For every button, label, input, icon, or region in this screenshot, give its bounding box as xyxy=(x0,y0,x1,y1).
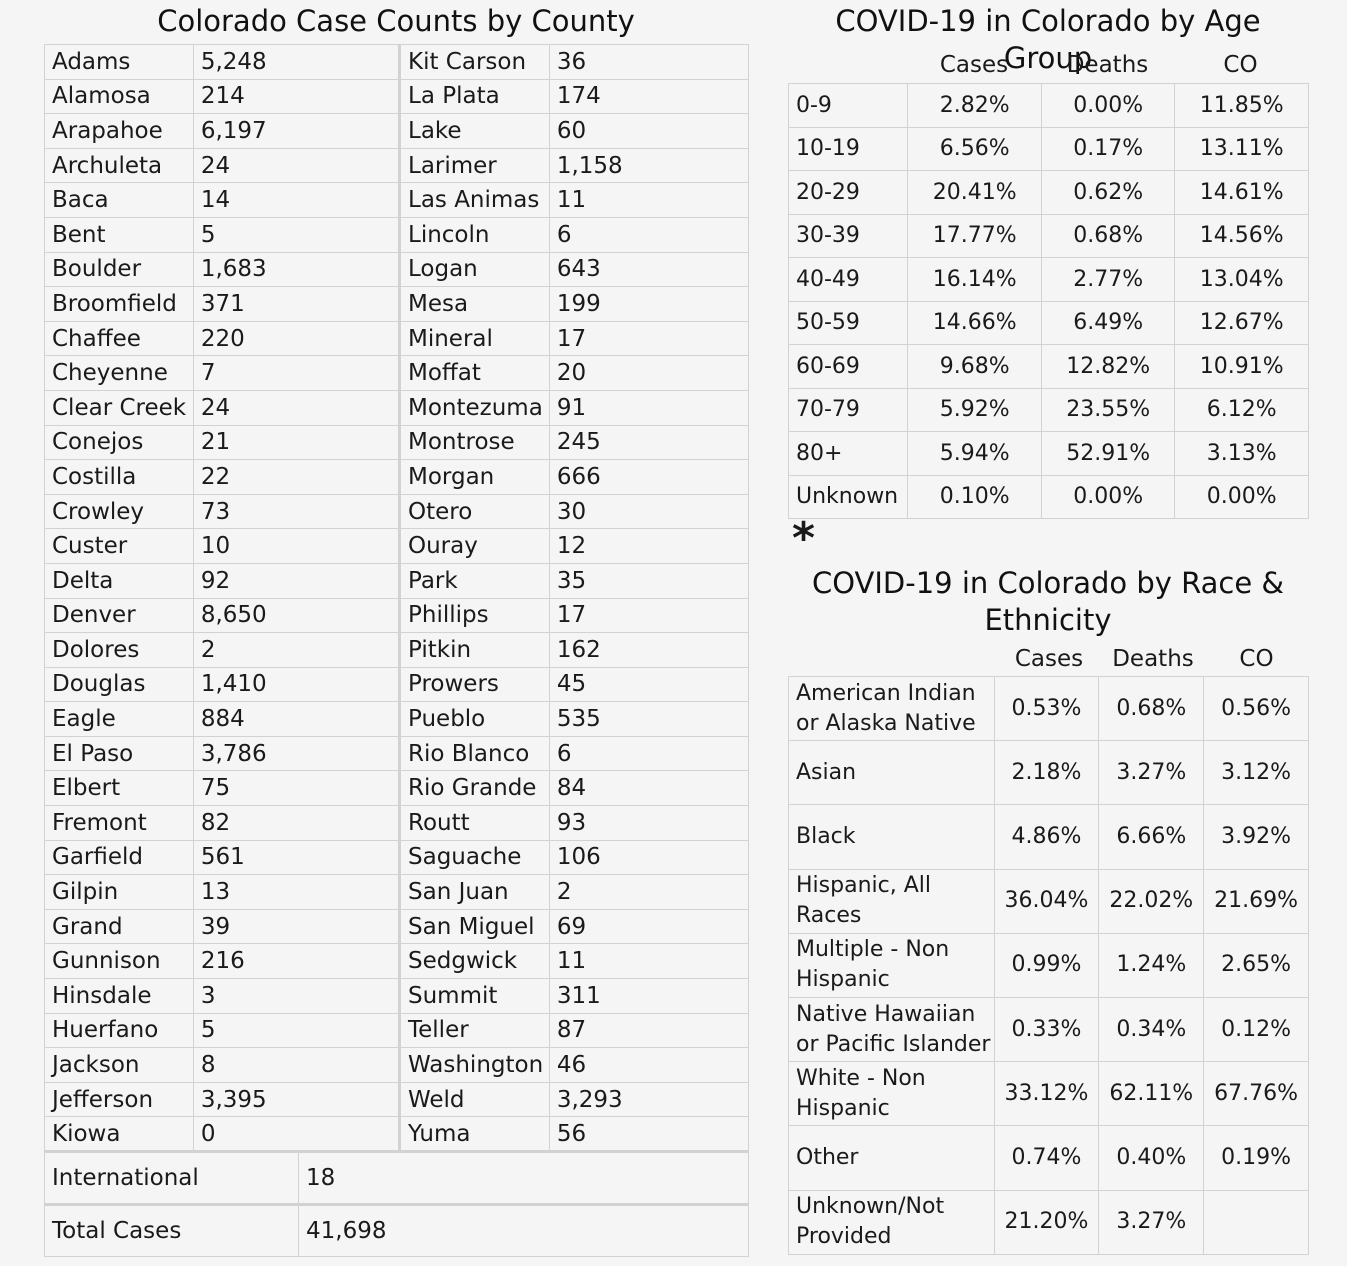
age-percent-cell: 12.82% xyxy=(1041,345,1175,389)
county-name: Boulder xyxy=(45,252,194,287)
age-group-label: 80+ xyxy=(789,432,908,476)
county-count: 884 xyxy=(193,702,399,737)
age-table-title: COVID-19 in Colorado by Age Group xyxy=(835,4,1261,75)
county-summary-table xyxy=(44,1150,749,1257)
county-name: Jefferson xyxy=(45,1082,194,1117)
table-row xyxy=(789,171,1309,215)
asterisk-note: * xyxy=(792,513,816,564)
county-count: 0 xyxy=(193,1117,399,1152)
race-percent-cell: 22.02% xyxy=(1099,869,1204,933)
age-group-label: 70-79 xyxy=(789,388,908,432)
county-count: 6 xyxy=(549,736,748,771)
table-row xyxy=(45,598,749,633)
county-count: 92 xyxy=(193,563,399,598)
county-count: 17 xyxy=(549,321,748,356)
county-name: Kit Carson xyxy=(400,45,550,80)
county-count: 3 xyxy=(193,979,399,1014)
race-table-header xyxy=(788,646,1308,676)
county-count: 46 xyxy=(549,1048,748,1083)
county-count: 106 xyxy=(549,840,748,875)
table-row xyxy=(45,321,749,356)
county-name: Ouray xyxy=(400,529,550,564)
table-row xyxy=(45,840,749,875)
age-percent-cell: 13.04% xyxy=(1175,258,1309,302)
county-name: Jackson xyxy=(45,1048,194,1083)
race-percent-cell: 62.11% xyxy=(1099,1062,1204,1126)
county-name: Sedgwick xyxy=(400,944,550,979)
table-row xyxy=(789,345,1309,389)
summary-row xyxy=(45,1152,749,1205)
race-percent-cell: 6.66% xyxy=(1099,805,1204,869)
county-count: 84 xyxy=(549,771,748,806)
table-row xyxy=(789,1062,1309,1126)
age-header-co: CO xyxy=(1223,52,1258,78)
county-count: 30 xyxy=(549,494,748,529)
table-row xyxy=(45,390,749,425)
race-percent-cell xyxy=(1204,1190,1309,1254)
county-count: 24 xyxy=(193,148,399,183)
summary-label: International xyxy=(45,1152,299,1205)
race-group-label: Unknown/Not Provided xyxy=(789,1190,995,1254)
county-count: 371 xyxy=(193,287,399,322)
table-row xyxy=(789,127,1309,171)
county-name: Grand xyxy=(45,909,194,944)
table-row xyxy=(45,944,749,979)
county-count: 75 xyxy=(193,771,399,806)
county-name: Gilpin xyxy=(45,875,194,910)
race-percent-cell: 0.34% xyxy=(1099,997,1204,1061)
race-percent-cell: 3.92% xyxy=(1204,805,1309,869)
county-count: 1,683 xyxy=(193,252,399,287)
race-percent-cell: 33.12% xyxy=(994,1062,1099,1126)
age-group-label: 30-39 xyxy=(789,214,908,258)
county-count: 216 xyxy=(193,944,399,979)
county-name: Montrose xyxy=(400,425,550,460)
race-header-co: CO xyxy=(1239,646,1274,672)
county-name: Washington xyxy=(400,1048,550,1083)
race-percent-cell: 0.68% xyxy=(1099,677,1204,741)
county-name: Weld xyxy=(400,1082,550,1117)
county-name: Delta xyxy=(45,563,194,598)
county-count: 2 xyxy=(549,875,748,910)
age-percent-cell: 3.13% xyxy=(1175,432,1309,476)
age-group-label: 40-49 xyxy=(789,258,908,302)
county-name: Cheyenne xyxy=(45,356,194,391)
county-count: 214 xyxy=(193,79,399,114)
race-group-label: Hispanic, All Races xyxy=(789,869,995,933)
county-name: Lincoln xyxy=(400,217,550,252)
county-name: Routt xyxy=(400,806,550,841)
age-percent-cell: 13.11% xyxy=(1175,127,1309,171)
summary-value: 18 xyxy=(299,1152,749,1205)
county-name: Fremont xyxy=(45,806,194,841)
county-count: 36 xyxy=(549,45,748,80)
county-count: 1,410 xyxy=(193,667,399,702)
age-percent-cell: 14.66% xyxy=(908,301,1042,345)
county-count: 22 xyxy=(193,460,399,495)
age-percent-cell: 9.68% xyxy=(908,345,1042,389)
age-percent-cell: 2.82% xyxy=(908,84,1042,128)
county-name: Adams xyxy=(45,45,194,80)
age-group-label: 50-59 xyxy=(789,301,908,345)
county-name: Elbert xyxy=(45,771,194,806)
county-name: Eagle xyxy=(45,702,194,737)
age-header-cases: Cases xyxy=(939,52,1009,78)
county-count: 5 xyxy=(193,1013,399,1048)
county-name: Conejos xyxy=(45,425,194,460)
table-row xyxy=(45,806,749,841)
race-percent-cell: 1.24% xyxy=(1099,933,1204,997)
county-name: Chaffee xyxy=(45,321,194,356)
race-header-cases: Cases xyxy=(1014,646,1084,672)
county-name: La Plata xyxy=(400,79,550,114)
table-row xyxy=(789,214,1309,258)
age-percent-cell: 0.68% xyxy=(1041,214,1175,258)
race-percent-cell: 0.12% xyxy=(1204,997,1309,1061)
county-name: Logan xyxy=(400,252,550,287)
table-row xyxy=(45,771,749,806)
county-count: 39 xyxy=(193,909,399,944)
race-percent-cell: 0.99% xyxy=(994,933,1099,997)
county-count: 69 xyxy=(549,909,748,944)
table-row xyxy=(789,301,1309,345)
county-table-title: Colorado Case Counts by County xyxy=(157,4,635,38)
county-name: Kiowa xyxy=(45,1117,194,1152)
race-table-title: COVID-19 in Colorado by Race & Ethnicity xyxy=(811,566,1285,637)
county-name: Teller xyxy=(400,1013,550,1048)
county-name: Archuleta xyxy=(45,148,194,183)
age-percent-cell: 6.49% xyxy=(1041,301,1175,345)
table-row xyxy=(45,1048,749,1083)
county-name: Otero xyxy=(400,494,550,529)
race-group-label: Asian xyxy=(789,741,995,805)
race-percent-cell: 67.76% xyxy=(1204,1062,1309,1126)
county-count: 245 xyxy=(549,425,748,460)
race-group-label: Native Hawaiian or Pacific Islander xyxy=(789,997,995,1061)
table-row xyxy=(789,933,1309,997)
county-name: Mesa xyxy=(400,287,550,322)
county-count: 45 xyxy=(549,667,748,702)
table-row xyxy=(789,805,1309,869)
county-name: Phillips xyxy=(400,598,550,633)
age-percent-cell: 11.85% xyxy=(1175,84,1309,128)
table-row xyxy=(45,287,749,322)
county-name: Clear Creek xyxy=(45,390,194,425)
county-name: Pitkin xyxy=(400,633,550,668)
county-count: 7 xyxy=(193,356,399,391)
race-group-label: American Indian or Alaska Native xyxy=(789,677,995,741)
county-count: 21 xyxy=(193,425,399,460)
age-table-header xyxy=(788,52,1308,82)
race-group-label: Other xyxy=(789,1126,995,1190)
table-row xyxy=(45,1117,749,1152)
table-row xyxy=(789,475,1309,519)
age-percent-cell: 0.00% xyxy=(1041,475,1175,519)
age-group-table xyxy=(788,83,1309,519)
county-count: 561 xyxy=(193,840,399,875)
race-group-label: White - Non Hispanic xyxy=(789,1062,995,1126)
table-row xyxy=(789,432,1309,476)
county-name: Bent xyxy=(45,217,194,252)
age-group-label: 20-29 xyxy=(789,171,908,215)
county-count: 11 xyxy=(549,944,748,979)
county-count: 73 xyxy=(193,494,399,529)
table-row xyxy=(789,997,1309,1061)
table-row xyxy=(45,79,749,114)
age-percent-cell: 52.91% xyxy=(1041,432,1175,476)
race-group-label: Black xyxy=(789,805,995,869)
county-name: Alamosa xyxy=(45,79,194,114)
table-row xyxy=(45,979,749,1014)
county-name: Lake xyxy=(400,114,550,149)
age-percent-cell: 20.41% xyxy=(908,171,1042,215)
county-count: 8,650 xyxy=(193,598,399,633)
county-name: Douglas xyxy=(45,667,194,702)
age-group-label: 10-19 xyxy=(789,127,908,171)
age-percent-cell: 5.92% xyxy=(908,388,1042,432)
race-percent-cell: 0.53% xyxy=(994,677,1099,741)
race-ethnicity-table xyxy=(788,676,1309,1255)
race-percent-cell: 3.27% xyxy=(1099,1190,1204,1254)
race-percent-cell: 36.04% xyxy=(994,869,1099,933)
race-percent-cell: 2.18% xyxy=(994,741,1099,805)
table-row xyxy=(45,460,749,495)
county-name: Custer xyxy=(45,529,194,564)
county-count: 1,158 xyxy=(549,148,748,183)
age-percent-cell: 14.56% xyxy=(1175,214,1309,258)
age-percent-cell: 12.67% xyxy=(1175,301,1309,345)
county-name: Hinsdale xyxy=(45,979,194,1014)
table-row xyxy=(789,677,1309,741)
race-percent-cell: 21.20% xyxy=(994,1190,1099,1254)
table-row xyxy=(45,252,749,287)
county-count: 220 xyxy=(193,321,399,356)
county-count: 35 xyxy=(549,563,748,598)
county-count: 13 xyxy=(193,875,399,910)
table-row xyxy=(45,633,749,668)
county-count: 91 xyxy=(549,390,748,425)
county-name: Mineral xyxy=(400,321,550,356)
county-count: 5,248 xyxy=(193,45,399,80)
county-count: 20 xyxy=(549,356,748,391)
age-percent-cell: 14.61% xyxy=(1175,171,1309,215)
table-row xyxy=(789,1190,1309,1254)
county-name: Park xyxy=(400,563,550,598)
summary-value: 41,698 xyxy=(299,1205,749,1257)
age-percent-cell: 16.14% xyxy=(908,258,1042,302)
summary-label: Total Cases xyxy=(45,1205,299,1257)
county-count: 162 xyxy=(549,633,748,668)
age-percent-cell: 0.00% xyxy=(1041,84,1175,128)
table-row xyxy=(45,909,749,944)
table-row xyxy=(45,183,749,218)
county-name: El Paso xyxy=(45,736,194,771)
county-count: 10 xyxy=(193,529,399,564)
county-count: 6 xyxy=(549,217,748,252)
race-header-deaths: Deaths xyxy=(1112,646,1194,672)
table-row xyxy=(45,736,749,771)
county-count: 17 xyxy=(549,598,748,633)
county-name: Las Animas xyxy=(400,183,550,218)
race-percent-cell: 4.86% xyxy=(994,805,1099,869)
table-row xyxy=(789,741,1309,805)
age-percent-cell: 6.12% xyxy=(1175,388,1309,432)
age-header-deaths: Deaths xyxy=(1066,52,1149,78)
county-count: 93 xyxy=(549,806,748,841)
table-row xyxy=(45,45,749,80)
county-count: 11 xyxy=(549,183,748,218)
county-name: Arapahoe xyxy=(45,114,194,149)
county-name: Gunnison xyxy=(45,944,194,979)
county-name: San Miguel xyxy=(400,909,550,944)
summary-row xyxy=(45,1205,749,1257)
race-percent-cell: 3.12% xyxy=(1204,741,1309,805)
table-row xyxy=(789,258,1309,302)
county-name: Huerfano xyxy=(45,1013,194,1048)
county-count: 14 xyxy=(193,183,399,218)
table-row xyxy=(45,563,749,598)
race-percent-cell: 0.33% xyxy=(994,997,1099,1061)
county-count: 24 xyxy=(193,390,399,425)
age-percent-cell: 0.00% xyxy=(1175,475,1309,519)
county-name: Morgan xyxy=(400,460,550,495)
county-count: 3,786 xyxy=(193,736,399,771)
county-count: 311 xyxy=(549,979,748,1014)
county-count: 535 xyxy=(549,702,748,737)
county-name: Saguache xyxy=(400,840,550,875)
county-name: Montezuma xyxy=(400,390,550,425)
county-name: Rio Blanco xyxy=(400,736,550,771)
race-percent-cell: 0.74% xyxy=(994,1126,1099,1190)
age-percent-cell: 0.62% xyxy=(1041,171,1175,215)
table-row xyxy=(45,1013,749,1048)
county-count: 87 xyxy=(549,1013,748,1048)
county-count: 2 xyxy=(193,633,399,668)
age-percent-cell: 0.10% xyxy=(908,475,1042,519)
county-count: 666 xyxy=(549,460,748,495)
table-row xyxy=(789,1126,1309,1190)
county-count: 56 xyxy=(549,1117,748,1152)
county-name: Prowers xyxy=(400,667,550,702)
age-percent-cell: 6.56% xyxy=(908,127,1042,171)
table-row xyxy=(45,529,749,564)
county-name: San Juan xyxy=(400,875,550,910)
county-name: Summit xyxy=(400,979,550,1014)
county-name: Broomfield xyxy=(45,287,194,322)
county-name: Larimer xyxy=(400,148,550,183)
age-group-label: 60-69 xyxy=(789,345,908,389)
county-name: Pueblo xyxy=(400,702,550,737)
county-name: Denver xyxy=(45,598,194,633)
table-row xyxy=(45,217,749,252)
race-percent-cell: 3.27% xyxy=(1099,741,1204,805)
age-percent-cell: 17.77% xyxy=(908,214,1042,258)
age-percent-cell: 10.91% xyxy=(1175,345,1309,389)
county-name: Rio Grande xyxy=(400,771,550,806)
county-cases-table xyxy=(44,44,749,1152)
table-row xyxy=(45,1082,749,1117)
county-name: Garfield xyxy=(45,840,194,875)
county-count: 199 xyxy=(549,287,748,322)
race-group-label: Multiple - Non Hispanic xyxy=(789,933,995,997)
table-row xyxy=(45,114,749,149)
table-row xyxy=(789,84,1309,128)
age-percent-cell: 2.77% xyxy=(1041,258,1175,302)
table-row xyxy=(45,356,749,391)
age-group-label: 0-9 xyxy=(789,84,908,128)
age-percent-cell: 23.55% xyxy=(1041,388,1175,432)
county-count: 6,197 xyxy=(193,114,399,149)
county-count: 3,395 xyxy=(193,1082,399,1117)
county-name: Baca xyxy=(45,183,194,218)
county-count: 8 xyxy=(193,1048,399,1083)
table-row xyxy=(45,875,749,910)
race-percent-cell: 2.65% xyxy=(1204,933,1309,997)
county-name: Dolores xyxy=(45,633,194,668)
table-row xyxy=(789,388,1309,432)
county-name: Yuma xyxy=(400,1117,550,1152)
county-count: 12 xyxy=(549,529,748,564)
county-count: 643 xyxy=(549,252,748,287)
race-percent-cell: 0.19% xyxy=(1204,1126,1309,1190)
race-percent-cell: 0.40% xyxy=(1099,1126,1204,1190)
county-name: Crowley xyxy=(45,494,194,529)
county-name: Moffat xyxy=(400,356,550,391)
table-row xyxy=(45,425,749,460)
county-count: 174 xyxy=(549,79,748,114)
county-name: Costilla xyxy=(45,460,194,495)
table-row xyxy=(45,148,749,183)
table-row xyxy=(789,869,1309,933)
race-percent-cell: 0.56% xyxy=(1204,677,1309,741)
age-group-label: Unknown xyxy=(789,475,908,519)
age-percent-cell: 0.17% xyxy=(1041,127,1175,171)
county-count: 3,293 xyxy=(549,1082,748,1117)
table-row xyxy=(45,702,749,737)
table-row xyxy=(45,494,749,529)
county-count: 82 xyxy=(193,806,399,841)
county-count: 5 xyxy=(193,217,399,252)
age-percent-cell: 5.94% xyxy=(908,432,1042,476)
county-count: 60 xyxy=(549,114,748,149)
table-row xyxy=(45,667,749,702)
race-percent-cell: 21.69% xyxy=(1204,869,1309,933)
